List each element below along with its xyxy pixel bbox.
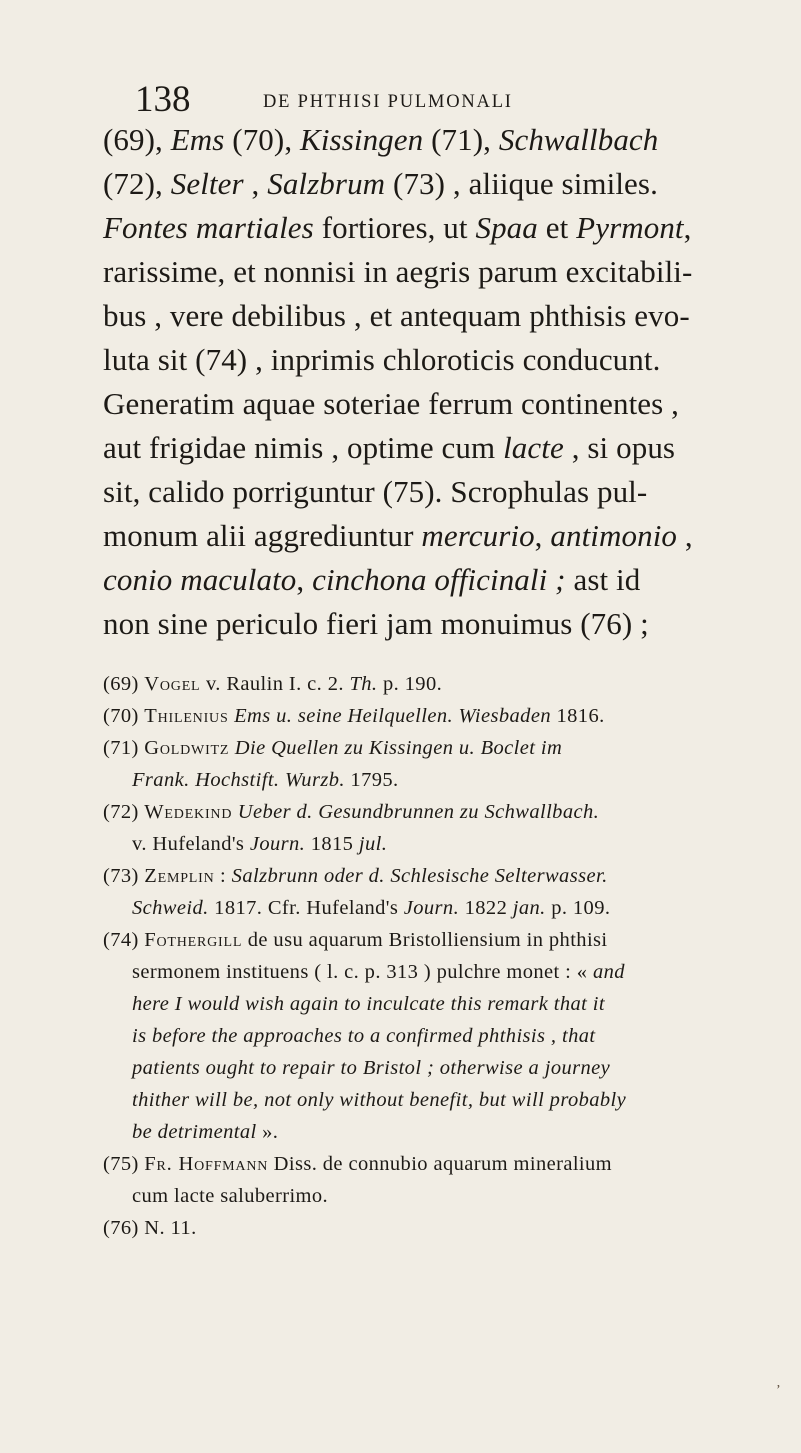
running-head: DE PHTHISI PULMONALI xyxy=(263,92,513,112)
footnote-76: (76) N. 11. xyxy=(103,1217,197,1239)
body-line-8: aut frigidae nimis , optime cum lacte , si opus xyxy=(103,430,676,465)
ink-mark: ’ xyxy=(776,1383,781,1398)
body-line-12: non sine periculo fieri jam monuimus (76) ; xyxy=(103,606,649,641)
body-line-5: bus , vere debilibus , et antequam phthisis evo- xyxy=(103,298,690,333)
page-number: 138 xyxy=(135,79,191,120)
footnote-75-cont: cum lacte saluberrimo. xyxy=(132,1185,329,1207)
footnote-75: (75) Fr. Hoffmann Diss. de connubio aquarum mineralium xyxy=(103,1153,613,1175)
body-line-11: conio maculato, cinchona officinali ; ast id xyxy=(103,562,641,597)
body-line-7: Generatim aquae soteriae ferrum continentes , xyxy=(103,386,680,421)
footnote-74-line-2: sermonem instituens ( l. c. p. 313 ) pulchre monet : « and xyxy=(132,961,625,983)
footnote-74-line-6: thither will be, not only without benefit, but will probably xyxy=(132,1089,627,1111)
body-line-9: sit, calido porriguntur (75). Scrophulas pul- xyxy=(103,474,648,509)
footnote-69: (69) Vogel v. Raulin I. c. 2. Th. p. 190. xyxy=(103,673,443,695)
body-line-6: luta sit (74) , inprimis chloroticis conducunt. xyxy=(103,342,661,377)
footnote-73: (73) Zemplin : Salzbrunn oder d. Schlesische Selterwasser. xyxy=(103,865,608,887)
footnote-74-line-4: is before the approaches to a confirmed phthisis , that xyxy=(132,1025,596,1047)
footnote-72-cont: v. Hufeland's Journ. 1815 jul. xyxy=(132,833,388,855)
footnote-71-cont: Frank. Hochstift. Wurzb. 1795. xyxy=(132,769,399,791)
footnote-74-line-7: be detrimental ». xyxy=(132,1121,279,1143)
footnote-74-line-3: here I would wish again to inculcate this remark that it xyxy=(132,993,605,1015)
footnote-71: (71) Goldwitz Die Quellen zu Kissingen u. Boclet im xyxy=(103,737,563,759)
footnote-74: (74) Fothergill de usu aquarum Bristolliensium in phthisi xyxy=(103,929,608,951)
body-line-3: Fontes martiales fortiores, ut Spaa et Pyrmont, xyxy=(103,210,692,245)
footnote-70: (70) Thilenius Ems u. seine Heilquellen. Wiesbaden 1816. xyxy=(103,705,605,727)
page-header xyxy=(135,78,695,122)
body-line-4: rarissime, et nonnisi in aegris parum excitabili- xyxy=(103,254,693,289)
footnote-73-cont: Schweid. 1817. Cfr. Hufeland's Journ. 1822 jan. p. 109. xyxy=(132,897,611,919)
footnote-72: (72) Wedekind Ueber d. Gesundbrunnen zu Schwallbach. xyxy=(103,801,600,823)
footnote-74-line-5: patients ought to repair to Bristol ; otherwise a journey xyxy=(132,1057,611,1079)
body-line-10: monum alii aggrediuntur mercurio, antimonio , xyxy=(103,518,693,553)
body-line-1: (69), Ems (70), Kissingen (71), Schwallbach xyxy=(103,122,659,157)
body-line-2: (72), Selter , Salzbrum (73) , aliique similes. xyxy=(103,166,658,201)
